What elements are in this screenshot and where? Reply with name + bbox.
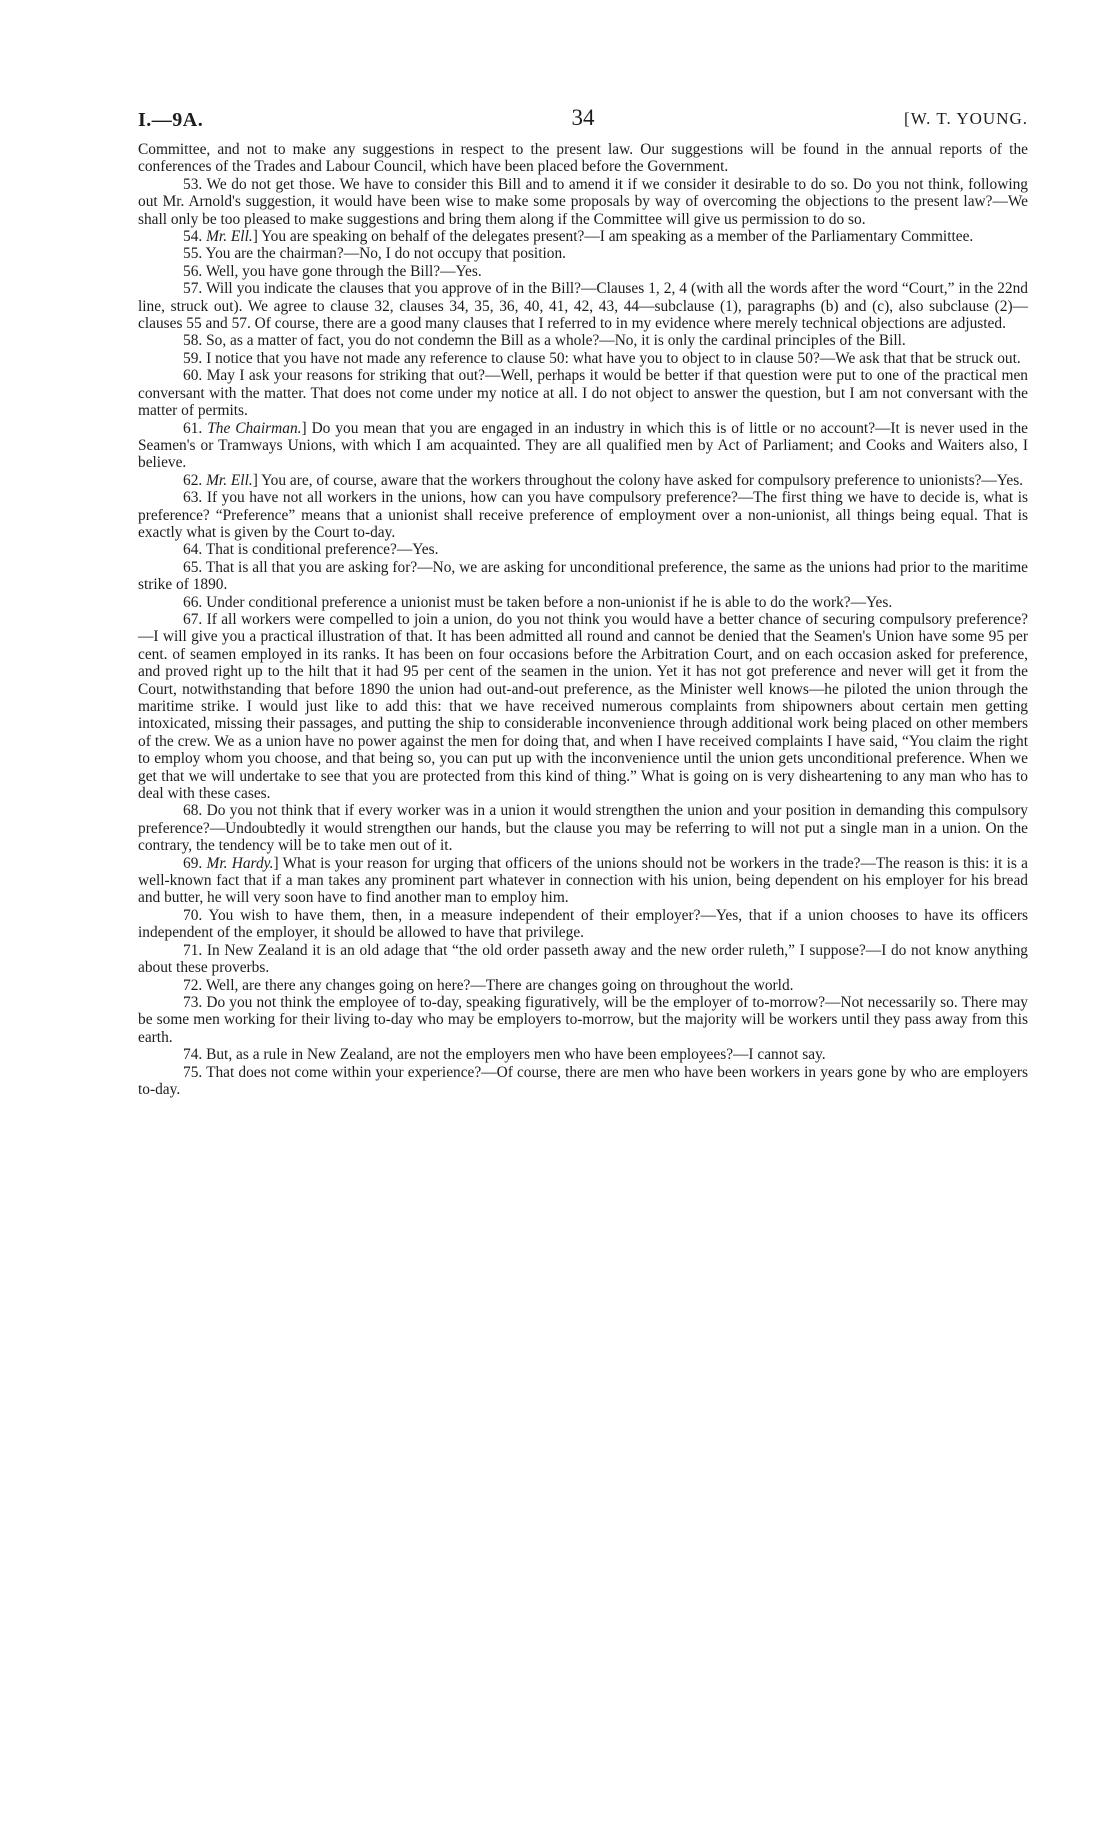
question-number: 59. xyxy=(183,349,207,367)
question-number: 69. xyxy=(183,854,207,872)
testimony-paragraph xyxy=(138,594,1028,611)
testimony-paragraph xyxy=(138,367,1028,419)
testimony-paragraph xyxy=(138,611,1028,802)
question-number: 57. xyxy=(183,280,206,298)
paragraph-text: You are the chairman?—No, I do not occupy that position. xyxy=(205,245,566,263)
paragraph-text: Committee, and not to make any suggestions in respect to the present law. Our suggestions will be found in the annual reports of the conferences of the Trades and Labour Council, which have been placed before the Government. xyxy=(138,141,1028,176)
testimony-paragraph xyxy=(138,228,1028,245)
paragraph-text: You wish to have them, then, in a measure independent of their employer?—Yes, that if a union chooses to have its officers independent of the employer, it should be allowed to have that privilege. xyxy=(138,906,1028,942)
testimony-paragraph xyxy=(138,472,1028,489)
testimony-paragraph xyxy=(138,263,1028,280)
question-number: 58. xyxy=(183,332,207,350)
question-number: 55. xyxy=(183,245,206,263)
question-number: 75. xyxy=(183,1063,207,1081)
testimony-paragraph xyxy=(138,332,1028,349)
question-number: 65. xyxy=(183,558,206,576)
speaker-name: Mr. Ell. xyxy=(206,228,253,246)
paragraph-text: ] You are, of course, aware that the workers throughout the colony have asked for compulsory preference to unionists?—Yes. xyxy=(252,471,1024,489)
question-number: 74. xyxy=(183,1046,207,1064)
paragraph-text: Under conditional preference a unionist must be taken before a non-unionist if he is able to do the work?—Yes. xyxy=(206,593,893,611)
testimony-paragraph xyxy=(138,559,1028,594)
question-number: 71. xyxy=(183,941,207,959)
question-number: 53. xyxy=(183,175,207,193)
witness-name: [W. T. YOUNG. xyxy=(904,109,1028,128)
testimony-paragraph xyxy=(138,245,1028,262)
paragraph-text: ] Do you mean that you are engaged in an industry in which this is of little or no account?—It is never used in the Seamen's or Tramways Unions, with which I am acquainted. They are all qualified men by Act of Parliament; and Cooks and Waiters also, I believe. xyxy=(138,419,1028,472)
paragraph-text: If you have not all workers in the unions, how can you have compulsory preference?—The first thing we have to decide is, what is preference? “Preference” means that a unionist shall receive preference of employment over a non-unionist, all things being equal. That is exactly what is given by the Court to-day. xyxy=(138,489,1029,541)
paragraph-text: Will you indicate the clauses that you approve of in the Bill?—Clauses 1, 2, 4 (with all the words after the word “Court,” in the 22nd line, struck out). We agree to clause 32, clauses 34, 35, 36, 40, 41, 42, 43, 44—subclause (1), paragraphs (b) and (c), also subclause (2)—clauses 55 and 57. Of course, there are a good many clauses that I referred to in my evidence where merely technical objections are adjusted. xyxy=(138,280,1029,333)
question-number: 63. xyxy=(183,489,207,507)
paragraph-text: We do not get those. We have to consider this Bill and to amend it if we consider it desirable to do so. Do you not think, following out Mr. Arnold's suggestion, it would have been wise to make some proposals by way of overcoming the objections to the present law?—We shall only be too pleased to make suggestions and bring them along if the Committee will give us permission to do so. xyxy=(138,175,1028,228)
question-number: 73. xyxy=(183,993,207,1011)
paragraph-text: That does not come within your experience?—Of course, there are men who have been workers in years gone by who are employers to-day. xyxy=(138,1063,1028,1098)
document-reference: I.—9A. xyxy=(138,109,204,131)
testimony-paragraph xyxy=(138,994,1028,1046)
speaker-name: Mr. Hardy. xyxy=(206,854,274,872)
paragraph-text: But, as a rule in New Zealand, are not the employers men who have been employees?—I cannot say. xyxy=(206,1046,826,1064)
testimony-paragraph xyxy=(138,1046,1028,1063)
testimony-paragraph xyxy=(138,420,1028,472)
testimony-paragraph xyxy=(138,907,1028,942)
speaker-name: The Chairman. xyxy=(207,419,302,437)
page-header xyxy=(138,103,1028,141)
paragraph-text: Do you not think the employee of to-day, speaking figuratively, will be the employer of to-morrow?—Not necessarily so. There may be some men working for their living to-day who may be employers to-morrow, but the majority will be workers until they pass away from this earth. xyxy=(138,993,1028,1046)
question-number: 64. xyxy=(183,541,206,559)
testimony-paragraph xyxy=(138,1064,1028,1099)
question-number: 54. xyxy=(183,228,207,246)
question-number: 67. xyxy=(183,610,207,628)
question-number: 62. xyxy=(183,471,207,489)
question-number: 68. xyxy=(183,802,207,820)
question-number: 66. xyxy=(183,593,207,611)
document-body xyxy=(138,141,1028,1098)
paragraph-text: Do you not think that if every worker was in a union it would strengthen the union and your position in demanding this compulsory preference?—Undoubtedly it would strengthen our hands, but the clause you may be referring to will not put a single man in a union. On the contrary, the tendency will be to take men out of it. xyxy=(138,802,1029,855)
paragraph-text: That is conditional preference?—Yes. xyxy=(205,541,439,559)
testimony-paragraph xyxy=(138,350,1028,367)
testimony-paragraph xyxy=(138,280,1028,332)
question-number: 60. xyxy=(183,367,207,385)
question-number: 70. xyxy=(183,906,209,924)
paragraph-text: In New Zealand it is an old adage that “the old order passeth away and the new order ruleth,” I suppose?—I do not know anything about these proverbs. xyxy=(138,941,1028,977)
question-number: 61. xyxy=(183,419,208,437)
testimony-paragraph xyxy=(138,802,1028,854)
question-number: 72. xyxy=(183,976,206,994)
paragraph-text: Well, you have gone through the Bill?—Yes. xyxy=(205,262,482,280)
testimony-paragraph xyxy=(138,489,1028,541)
paragraph-text: If all workers were compelled to join a union, do you not think you would have a better chance of securing compulsory preference?—I will give you a practical illustration of that. It has been admitted all round and cannot be denied that the Seamen's Union have some 95 per cent. of seamen employed in its ranks. It has been on four occasions before the Arbitration Court, and on each occasion asked for preference, and proved right up to the hilt that it had 95 per cent of the seamen in the union. Yet it has not got preference and never will get it from the Court, notwithstanding that before 1890 the union had out-and-out preference, as the Minister well knows—he piloted the union through the maritime strike. I would just like to add this: that we have received numerous complaints from shipowners about certain men getting intoxicated, missing their passages, and putting the ship to considerable inconvenience through additional work being placed on other members of the crew. We as a union have no power against the men for doing that, and when I have received complaints I have said, “You claim the right to employ whom you choose, and that being so, you can put up with the inconvenience until the union gets unconditional preference. When we get that we will undertake to see that you are protected from this kind of thing.” What is going on is very disheartening to any man who has to deal with these cases. xyxy=(138,610,1028,803)
question-number: 56. xyxy=(183,262,206,280)
testimony-paragraph xyxy=(138,977,1028,994)
testimony-paragraph xyxy=(138,942,1028,977)
testimony-paragraph xyxy=(138,176,1028,228)
paragraph-text: ] What is your reason for urging that officers of the unions should not be workers in the trade?—The reason is this: it is a well-known fact that if a man takes any prominent part whatever in connection with his union, being dependent on his employer for his bread and butter, he will very soon have to find another man to employ him. xyxy=(138,854,1028,907)
paragraph-text: Well, are there any changes going on here?—There are changes going on throughout the world. xyxy=(205,976,794,994)
paragraph-text: I notice that you have not made any reference to clause 50: what have you to object to in clause 50?—We ask that that be struck out. xyxy=(206,349,1021,367)
testimony-paragraph xyxy=(138,541,1028,558)
paragraph-text: ] You are speaking on behalf of the delegates present?—I am speaking as a member of the Parliamentary Committee. xyxy=(252,228,974,246)
testimony-paragraph xyxy=(138,141,1028,176)
paragraph-text: That is all that you are asking for?—No, we are asking for unconditional preference, the same as the unions had prior to the maritime strike of 1890. xyxy=(138,558,1029,594)
paragraph-text: So, as a matter of fact, you do not condemn the Bill as a whole?—No, it is only the cardinal principles of the Bill. xyxy=(206,332,906,350)
page-number: 34 xyxy=(571,105,595,130)
testimony-paragraph xyxy=(138,855,1028,907)
speaker-name: Mr. Ell. xyxy=(206,471,253,489)
paragraph-text: May I ask your reasons for striking that out?—Well, perhaps it would be better if that question were put to one of the practical men conversant with the matter. That does not come under my notice at all. I do not object to answer the question, but I am not conversant with the matter of permits. xyxy=(138,367,1028,420)
